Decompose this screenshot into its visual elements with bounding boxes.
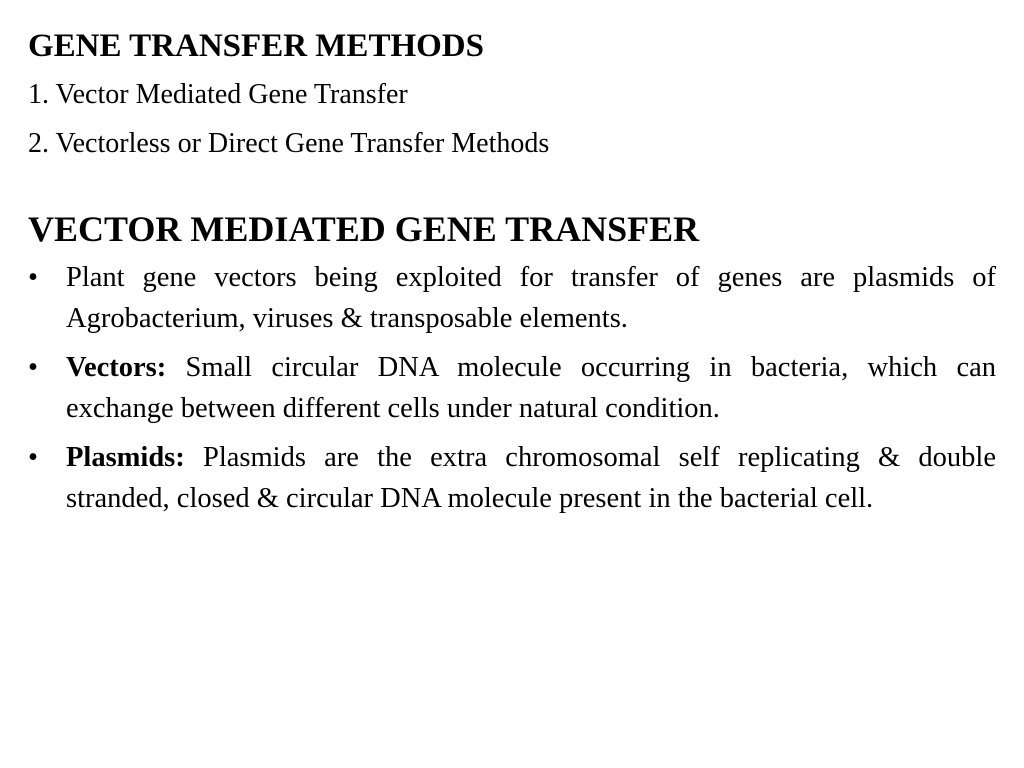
bullet-icon: • — [28, 262, 38, 293]
method-item: 1. Vector Mediated Gene Transfer — [28, 79, 408, 110]
methods-list — [28, 70, 996, 168]
section-title: VECTOR MEDIATED GENE TRANSFER — [28, 209, 700, 249]
bullet-list — [28, 257, 996, 519]
bullet-text: Plant gene vectors being exploited for transfer of genes are plasmids of Agrobacterium, viruses & transposable elements. — [66, 262, 996, 334]
bullet-icon: • — [28, 442, 38, 473]
bullet-item — [28, 257, 996, 339]
bullet-term: Plasmids: — [66, 442, 185, 473]
bullet-term: Vectors: — [66, 352, 167, 383]
slide-title: GENE TRANSFER METHODS — [28, 28, 484, 64]
bullet-item — [28, 347, 996, 429]
bullet-item — [28, 437, 996, 519]
bullet-text: Plasmids are the extra chromosomal self replicating & double stranded, closed & circular DNA molecule present in the bacterial cell. — [66, 442, 996, 514]
method-item: 2. Vectorless or Direct Gene Transfer Methods — [28, 128, 550, 159]
bullet-icon: • — [28, 352, 38, 383]
bullet-text: Small circular DNA molecule occurring in bacteria, which can exchange between different cells under natural condition. — [66, 352, 996, 424]
slide — [28, 24, 996, 527]
